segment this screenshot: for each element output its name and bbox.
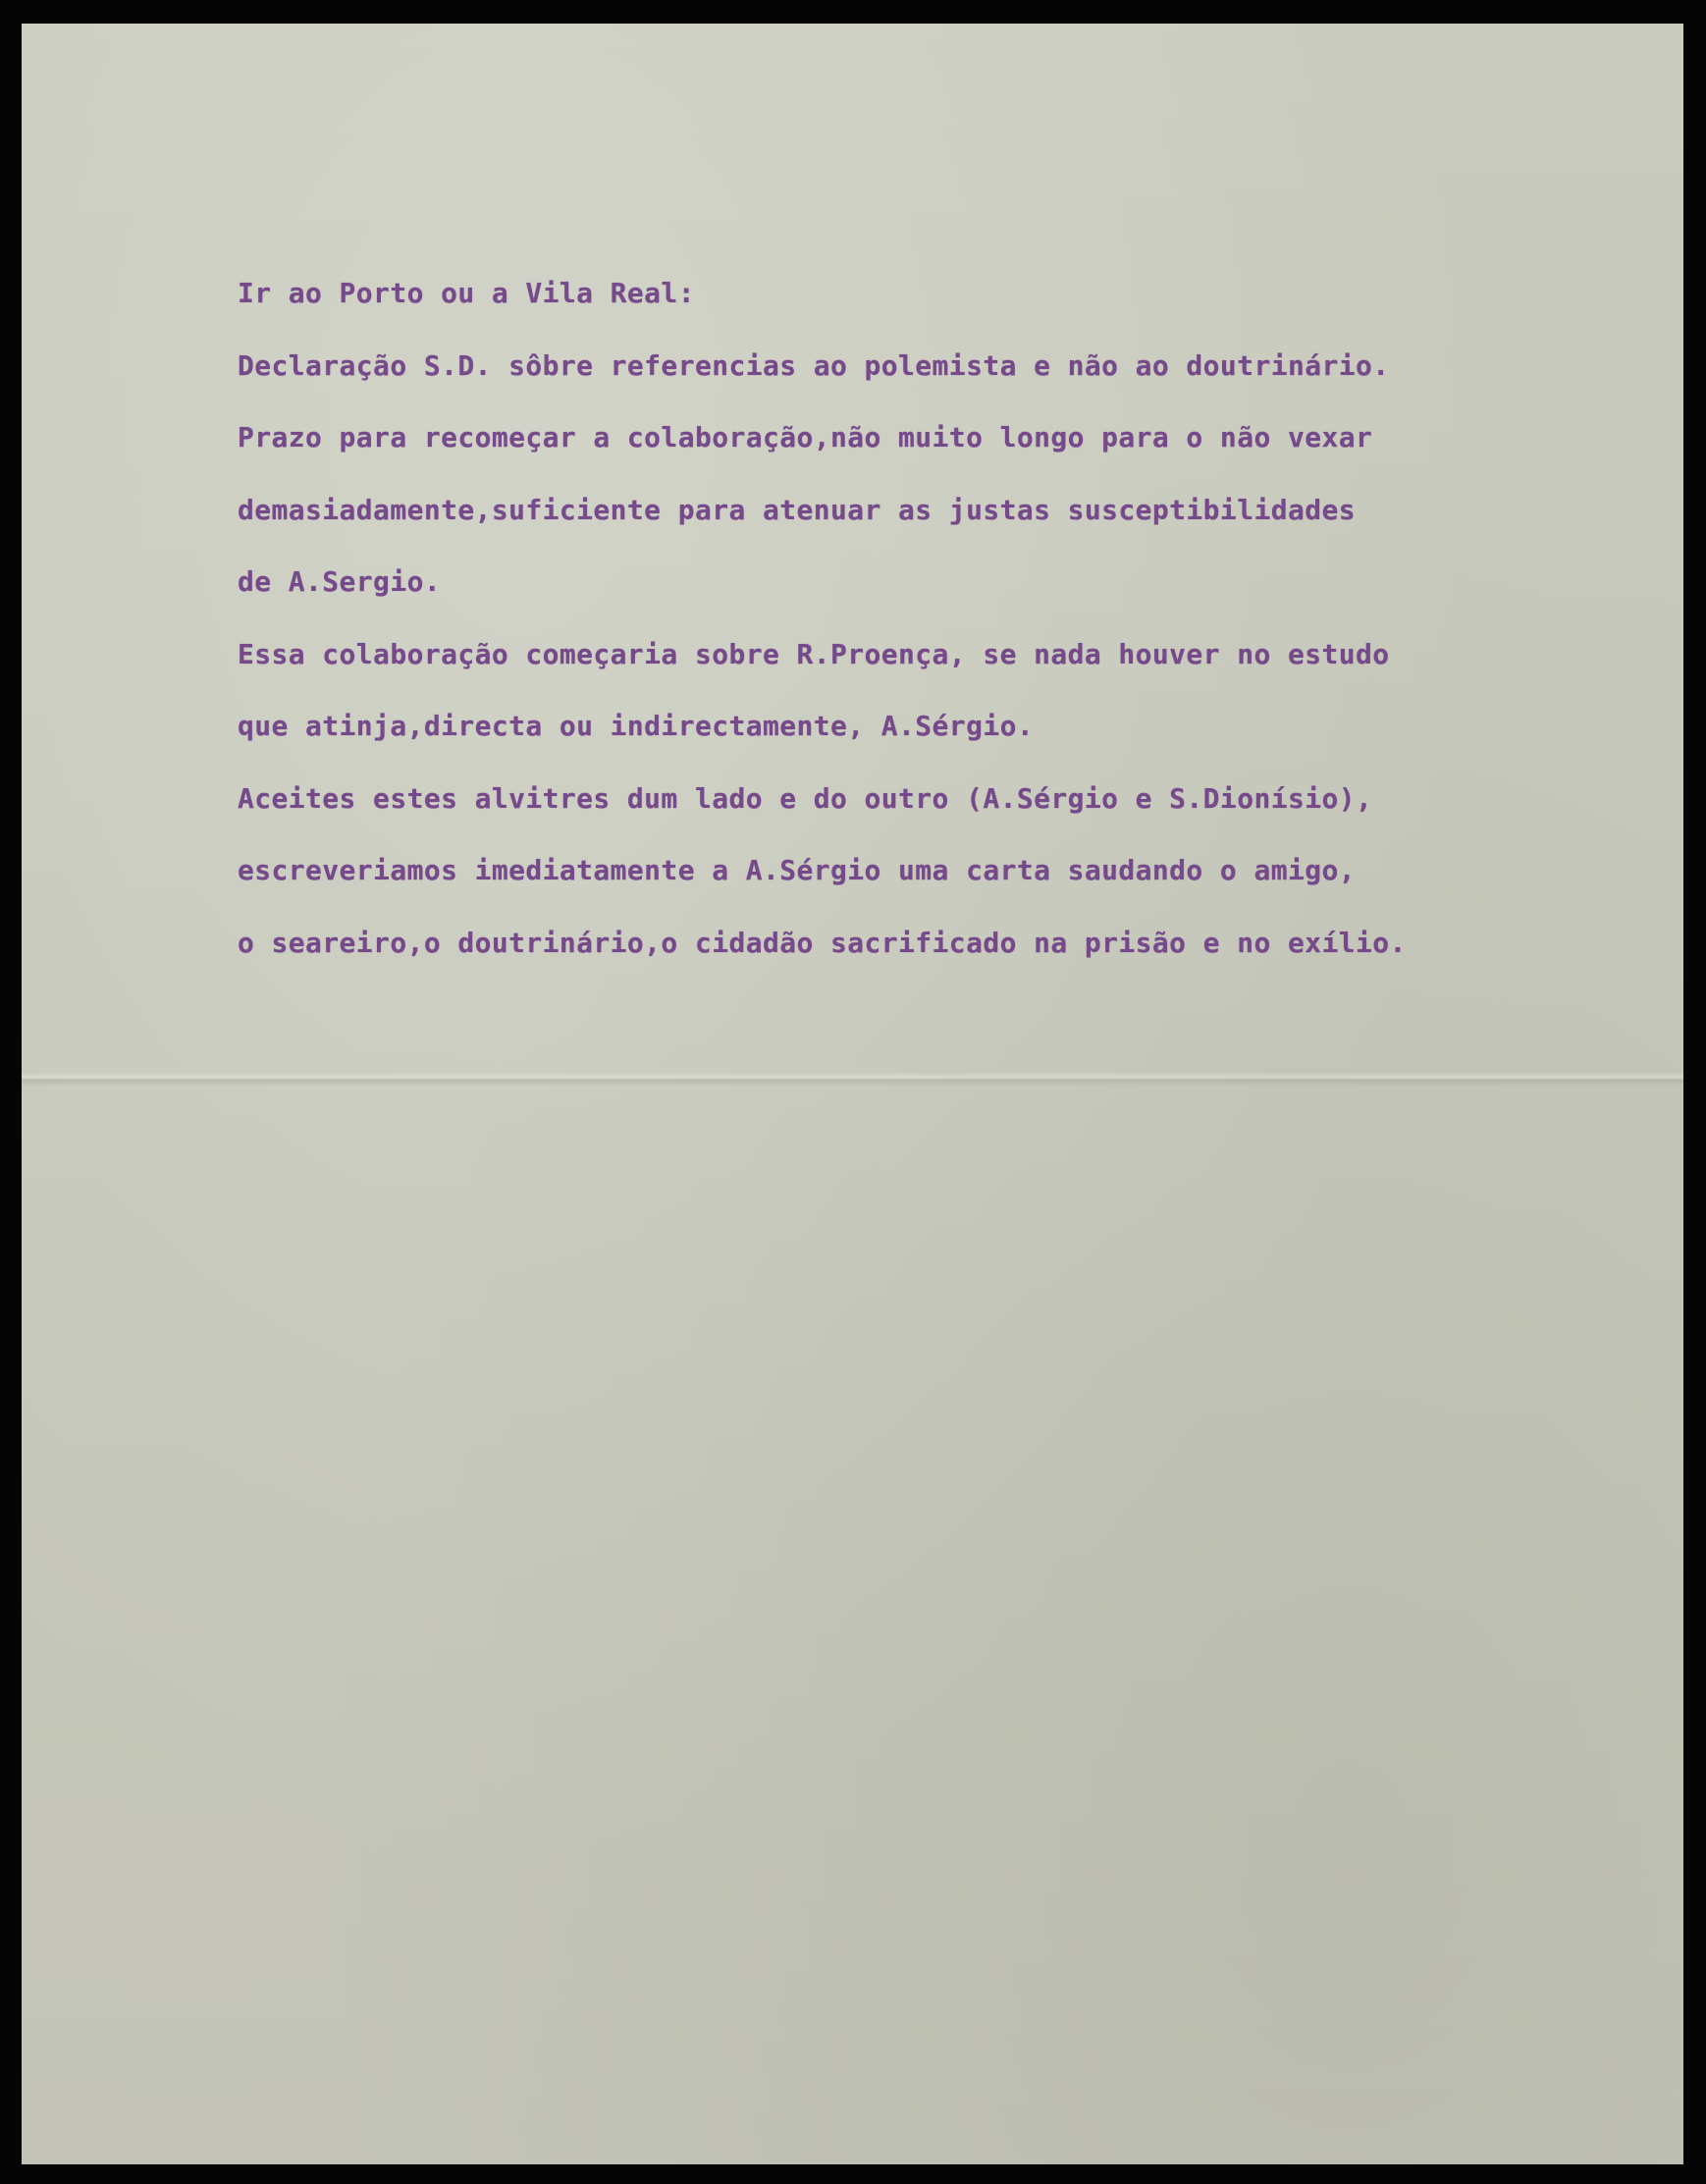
text-line: escreveriamos imediatamente a A.Sérgio uma carta saudando o amigo, [238, 854, 1356, 886]
text-line: que atinja,directa ou indirectamente, A.Sérgio. [238, 710, 1035, 742]
text-line: Ir ao Porto ou a Vila Real: [238, 277, 695, 309]
text-line: de A.Sergio. [238, 565, 442, 598]
typewritten-page [22, 24, 1683, 2164]
text-line: Prazo para recomeçar a colaboração,não muito longo para o não vexar [238, 421, 1373, 453]
text-line: Aceites estes alvitres dum lado e do outro (A.Sérgio e S.Dionísio), [238, 781, 1373, 815]
paper-fold-line [22, 1072, 1683, 1086]
text-line: o seareiro,o doutrinário,o cidadão sacrificado na prisão e no exílio. [238, 926, 1407, 959]
typed-text-block [238, 257, 1671, 979]
text-line: Declaração S.D. sôbre referencias ao polemista e não ao doutrinário. [238, 348, 1390, 382]
text-line: Essa colaboração começaria sobre R.Proença, se nada houver no estudo [238, 637, 1390, 670]
text-line: demasiadamente,suficiente para atenuar as justas susceptibilidades [238, 493, 1356, 526]
